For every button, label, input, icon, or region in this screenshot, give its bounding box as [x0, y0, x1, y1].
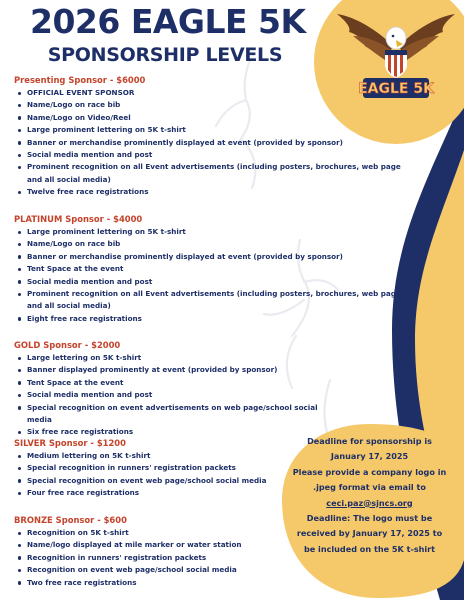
benefit-item: Recognition in runners' registration packets: [27, 552, 284, 564]
benefit-item: Large lettering on 5K t-shirt: [27, 352, 344, 364]
benefit-item: Special recognition in runners' registration packets: [27, 462, 284, 474]
benefit-item: Large prominent lettering on 5K t-shirt: [27, 124, 409, 136]
tier-silver: [14, 438, 284, 500]
benefit-item: Medium lettering on 5K t-shirt: [27, 450, 284, 462]
tier-benefits-list: [14, 352, 344, 439]
benefit-item: Two free race registrations: [27, 577, 284, 589]
benefit-item: Six free race registrations: [27, 426, 344, 438]
logo-text: EAGLE 5K: [358, 81, 434, 97]
benefit-item: Banner or merchandise prominently displayed at event (provided by sponsor): [27, 137, 409, 149]
tier-heading: Presenting Sponsor - $6000: [14, 75, 146, 85]
tier-heading: PLATINUM Sponsor - $4000: [14, 214, 143, 224]
page-subtitle: SPONSORSHIP LEVELS: [47, 44, 283, 66]
deadline-line: Deadline for sponsorship is: [307, 436, 432, 446]
deadline-date: January 17, 2025: [330, 451, 409, 462]
benefit-item: Tent Space at the event: [27, 377, 344, 389]
tier-benefits-list: [14, 87, 409, 199]
benefit-item: Banner or merchandise prominently displayed at event (provided by sponsor): [27, 251, 409, 263]
benefit-item: Large prominent lettering on 5K t-shirt: [27, 226, 409, 238]
deadline-notice: [282, 434, 457, 557]
benefit-item: Social media mention and post: [27, 389, 344, 401]
benefit-item: Twelve free race registrations: [27, 186, 409, 198]
benefit-item: Four free race registrations: [27, 487, 284, 499]
deadline-line: received by January 17, 2025 to: [296, 528, 443, 539]
benefit-item: Special recognition on event advertisements on web page/school social media: [27, 402, 344, 427]
benefit-item: Banner displayed prominently at event (provided by sponsor): [27, 364, 344, 376]
deadline-line: Deadline: The logo must be: [306, 513, 433, 524]
benefit-item: Social media mention and post: [27, 149, 409, 161]
benefit-item: Name/Logo on Video/Reel: [27, 112, 409, 124]
tier-benefits-list: [14, 527, 284, 589]
tier-benefits-list: [14, 226, 409, 325]
benefit-item: Name/Logo on race bib: [27, 238, 409, 250]
benefit-item: Social media mention and post: [27, 276, 409, 288]
tier-benefits-list: [14, 450, 284, 500]
benefit-item: Name/logo displayed at mile marker or water station: [27, 539, 284, 551]
benefit-item: Tent Space at the event: [27, 263, 409, 275]
page-title: 2026 EAGLE 5K: [30, 2, 306, 41]
benefit-item: Special recognition on event web page/school social media: [27, 475, 284, 487]
benefit-item: Eight free race registrations: [27, 313, 409, 325]
benefit-item: Prominent recognition on all Event advertisements (including posters, brochures, web page and all social media): [27, 288, 409, 313]
tier-presenting: [14, 75, 409, 199]
deadline-line: Please provide a company logo in: [292, 466, 447, 477]
benefit-item: OFFICIAL EVENT SPONSOR: [27, 87, 409, 99]
tier-heading: BRONZE Sponsor - $600: [14, 515, 127, 525]
deadline-line: be included on the 5K t-shirt: [303, 543, 436, 554]
contact-email-link[interactable]: ceci.paz@sjncs.org: [326, 497, 413, 508]
tier-heading: SILVER Sponsor - $1200: [14, 438, 126, 448]
tier-bronze: [14, 515, 284, 589]
benefit-item: Name/Logo on race bib: [27, 99, 409, 111]
benefit-item: Prominent recognition on all Event advertisements (including posters, brochures, web page and all social media): [27, 161, 409, 186]
benefit-item: Recognition on 5K t-shirt: [27, 527, 284, 539]
benefit-item: Recognition on event web page/school social media: [27, 564, 284, 576]
tier-heading: GOLD Sponsor - $2000: [14, 340, 121, 350]
tier-platinum: [14, 214, 409, 325]
deadline-line: .jpeg format via email to: [313, 482, 426, 493]
tier-gold: [14, 340, 344, 439]
